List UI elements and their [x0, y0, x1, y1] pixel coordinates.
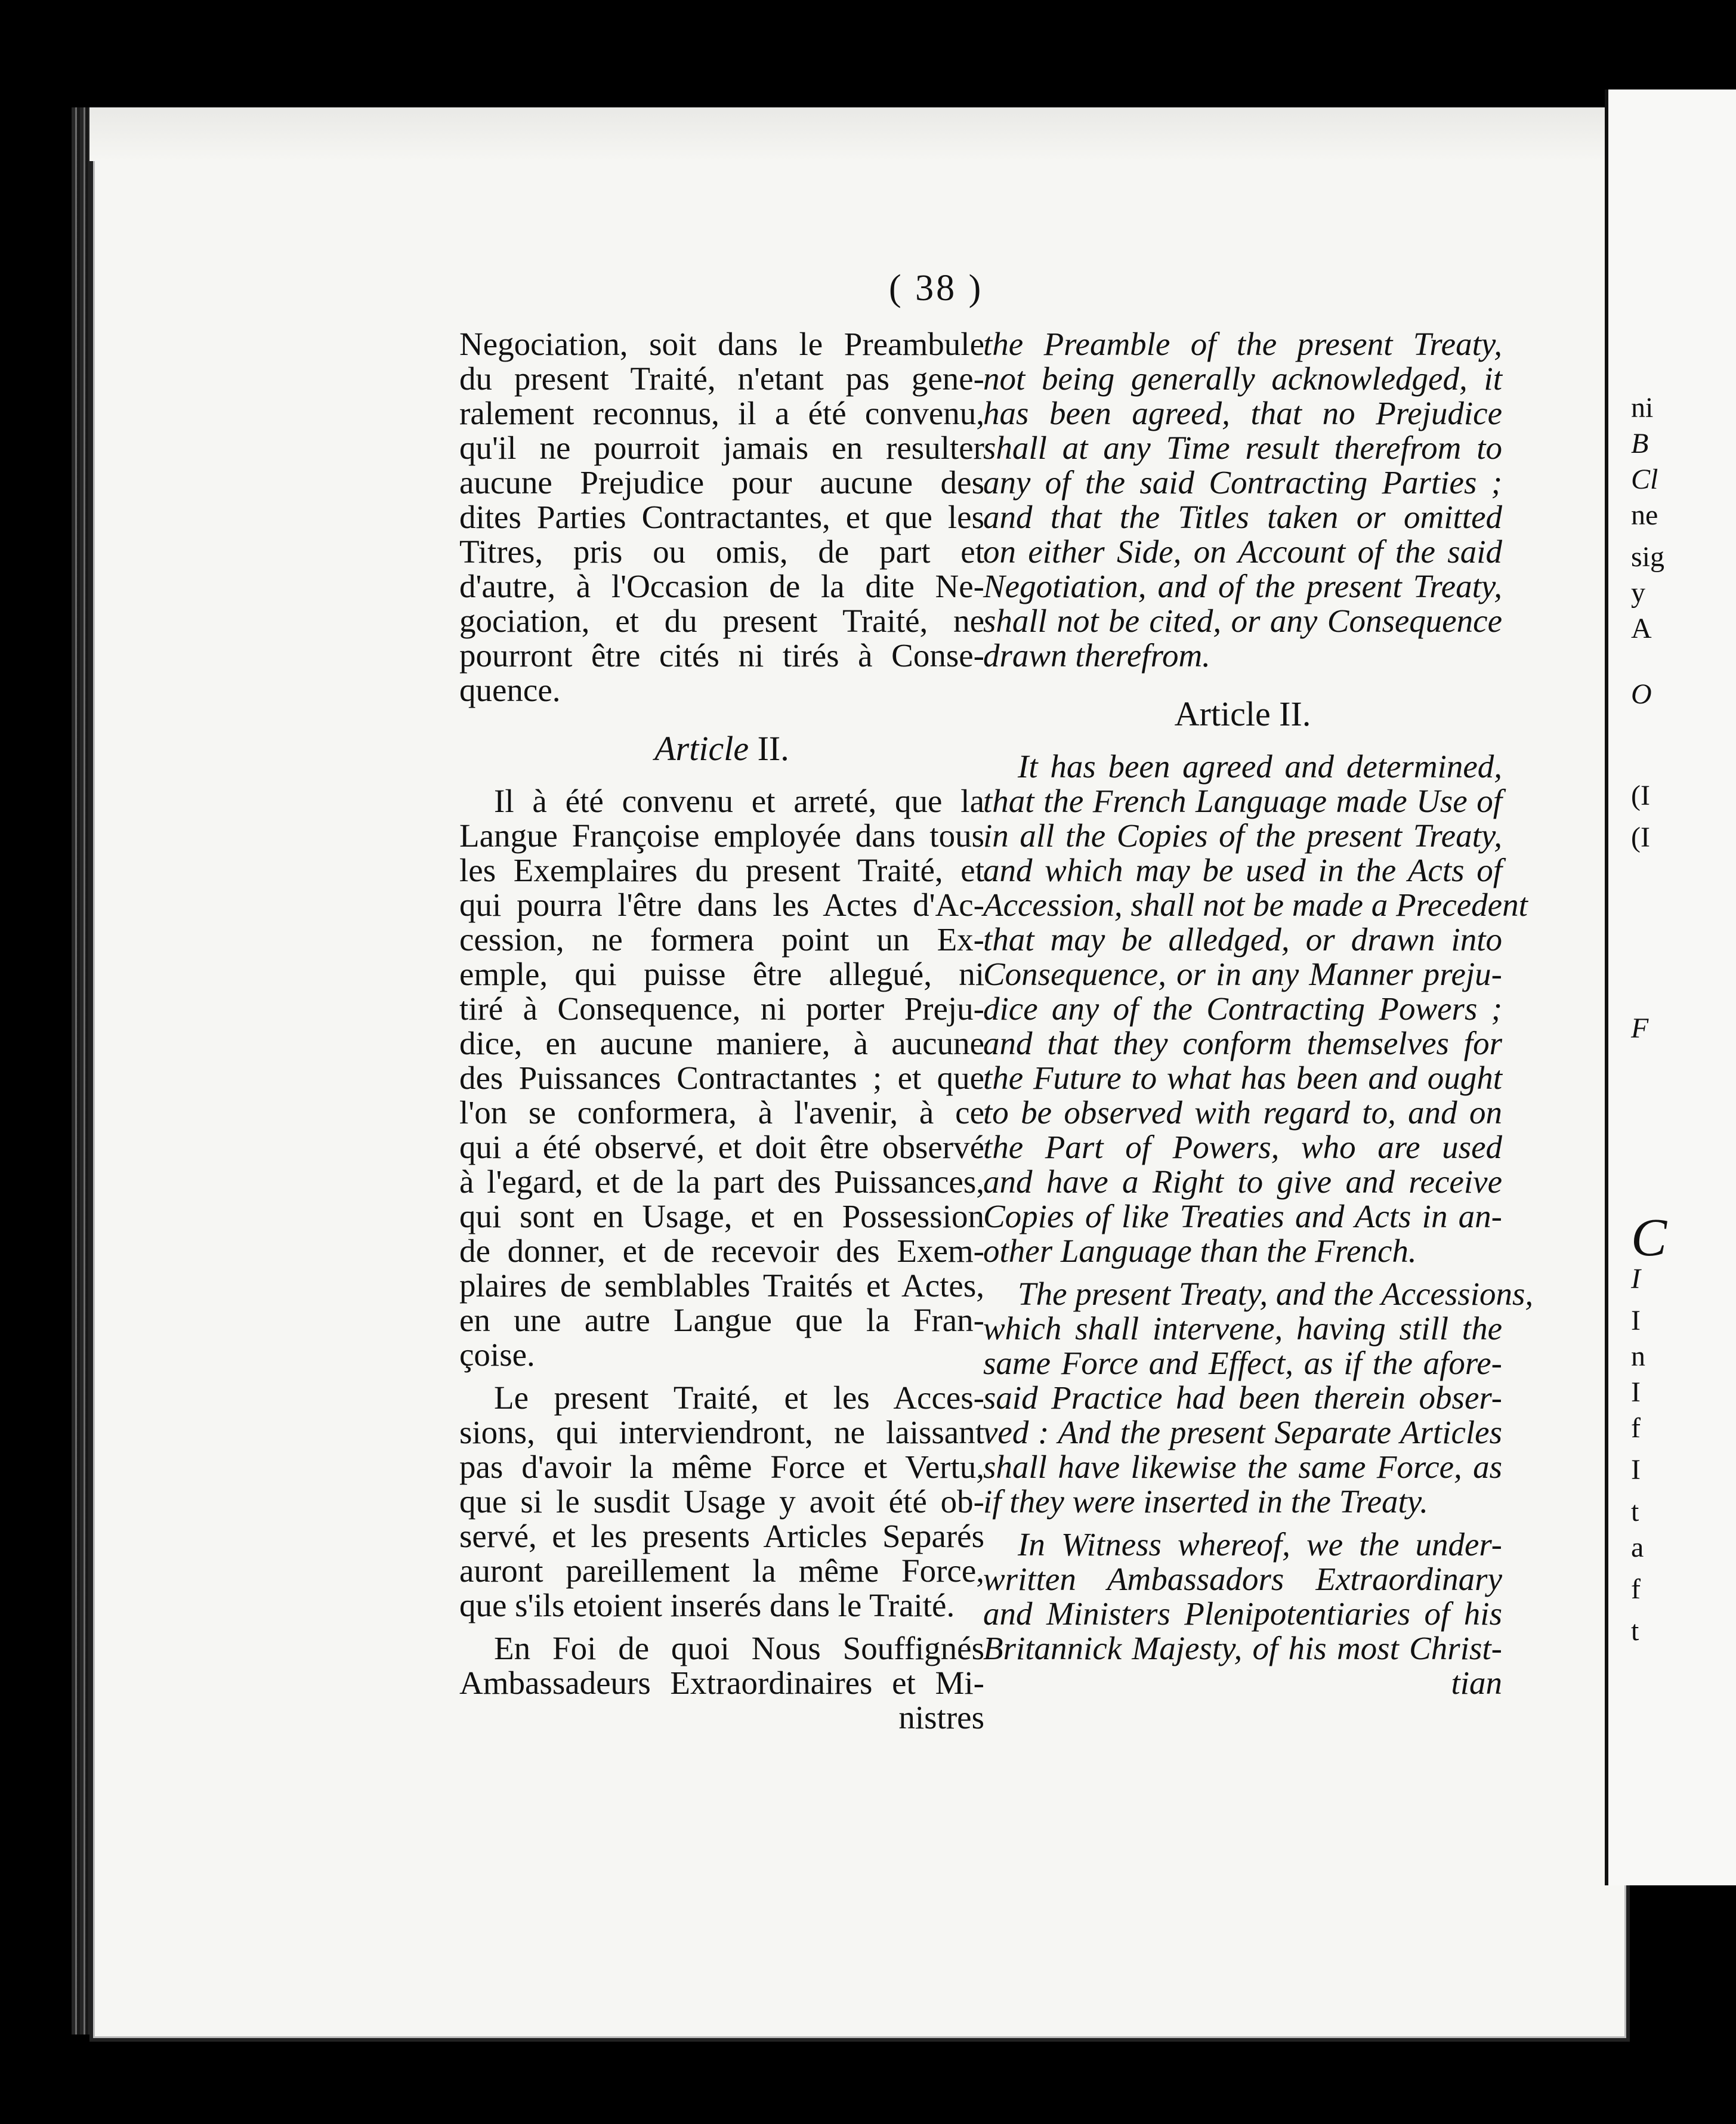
text-line: other Language than the French.	[983, 1233, 1417, 1269]
facing-page-text: ni	[1631, 392, 1654, 424]
english-paragraph-1	[983, 327, 1502, 673]
text-line: Le present Traité, et les Acces-	[494, 1379, 984, 1416]
text-line: and which may be used in the Acts of	[983, 852, 1502, 888]
text-line: plaires de semblables Traités et Actes,	[459, 1267, 984, 1304]
text-line: dice, en aucune maniere, à aucune	[459, 1025, 984, 1061]
facing-page-text: ne	[1631, 499, 1658, 531]
text-line: En Foi de quoi Nous Souffignés	[494, 1630, 984, 1666]
text-line: que si le susdit Usage y avoit été ob-	[459, 1483, 984, 1520]
text-line: qu'il ne pourroit jamais en resulter	[459, 430, 984, 466]
text-line: Consequence, or in any Manner preju-	[983, 956, 1502, 992]
text-line: Britannick Majesty, of his most Christ-	[983, 1630, 1502, 1666]
text-line: aucune Prejudice pour aucune des	[459, 464, 984, 501]
french-paragraph-4	[459, 1631, 984, 1735]
text-line: the Part of Powers, who are used	[983, 1129, 1502, 1165]
facing-page-text: I	[1631, 1454, 1641, 1486]
text-line: à l'egard, et de la part des Puissances,	[459, 1163, 984, 1200]
facing-page-text: C	[1631, 1208, 1667, 1267]
facing-page-text: I	[1631, 1305, 1641, 1336]
text-line: en une autre Langue que la Fran-	[459, 1302, 984, 1338]
text-line: shall at any Time result therefrom to	[983, 430, 1502, 466]
text-line: Accession, shall not be made a Precedent	[983, 887, 1528, 923]
english-paragraph-3	[983, 1276, 1534, 1520]
french-paragraph-2	[459, 784, 984, 1372]
text-line: that may be alledged, or drawn into	[983, 921, 1502, 958]
text-line: and that they conform themselves for	[983, 1025, 1502, 1061]
french-paragraph-3	[459, 1381, 984, 1623]
text-line: nistres	[898, 1699, 984, 1736]
facing-page-text: (I	[1631, 780, 1650, 811]
text-line: gociation, et du present Traité, ne	[459, 603, 984, 639]
text-line: sions, qui interviendront, ne laissant	[459, 1414, 984, 1450]
text-line: not being generally acknowledged, it	[983, 360, 1502, 397]
text-line: to be observed with regard to, and on	[983, 1094, 1502, 1131]
text-line: in all the Copies of the present Treaty,	[983, 817, 1502, 854]
text-line: which shall intervene, having still the	[983, 1310, 1502, 1347]
text-line: ralement reconnus, il a été convenu,	[459, 395, 984, 431]
text-line: the Preamble of the present Treaty,	[983, 326, 1502, 362]
text-line: has been agreed, that no Prejudice	[983, 395, 1502, 431]
text-line: les Exemplaires du present Traité, et	[459, 852, 984, 888]
text-line: In Witness whereof, we the under-	[1018, 1526, 1502, 1563]
text-line: The present Treaty, and the Accessions,	[1018, 1276, 1534, 1312]
text-line: Negociation, soit dans le Preambule	[459, 326, 984, 362]
text-line: and that the Titles taken or omitted	[983, 499, 1502, 535]
text-line: Negotiation, and of the present Treaty,	[983, 568, 1502, 604]
text-line: Il à été convenu et arreté, que la	[494, 783, 984, 819]
text-line: qui a été observé, et doit être observé	[459, 1129, 984, 1165]
text-line: de donner, et de recevoir des Exem-	[459, 1233, 984, 1269]
text-line: tian	[1451, 1665, 1502, 1701]
text-line: pourront être cités ni tirés à Conse-	[459, 637, 984, 674]
english-paragraph-4	[983, 1527, 1502, 1700]
text-line: qui pourra l'être dans les Actes d'Ac-	[459, 887, 984, 923]
page-number: ( 38 )	[889, 268, 984, 308]
french-column	[459, 327, 984, 1735]
text-line: same Force and Effect, as if the afore-	[983, 1345, 1502, 1381]
english-paragraph-2	[983, 748, 1528, 1269]
french-article-heading: Article II.	[654, 729, 789, 768]
facing-page-text: a	[1631, 1532, 1644, 1563]
facing-page-text: B	[1631, 428, 1649, 459]
text-line: and Ministers Plenipotentiaries of his	[983, 1595, 1502, 1632]
text-line: said Practice had been therein obser-	[983, 1379, 1502, 1416]
text-line: Ambassadeurs Extraordinaires et Mi-	[459, 1665, 984, 1701]
facing-page-text: sig	[1631, 541, 1665, 573]
facing-page-text: t	[1631, 1615, 1639, 1647]
text-line: qui sont en Usage, et en Possession	[459, 1198, 984, 1234]
text-line: It has been agreed and determined,	[1018, 748, 1502, 785]
english-column	[983, 326, 1534, 1701]
facing-page-text: F	[1631, 1012, 1649, 1044]
text-line: Titres, pris ou omis, de part et	[459, 533, 984, 570]
text-line: if they were inserted in the Treaty.	[983, 1483, 1428, 1520]
facing-page-text: f	[1631, 1412, 1641, 1444]
text-line: the Future to what has been and ought	[983, 1060, 1502, 1096]
text-line: tiré à Consequence, ni porter Preju-	[459, 990, 984, 1027]
text-line: l'on se conformera, à l'avenir, à ce	[459, 1094, 984, 1131]
text-line: du present Traité, n'etant pas gene-	[459, 360, 984, 397]
text-line: pas d'avoir la même Force et Vertu,	[459, 1449, 984, 1485]
facing-page-text: O	[1631, 678, 1652, 710]
text-line: dites Parties Contractantes, et que les	[459, 499, 984, 535]
text-line: que s'ils etoient inserés dans le Traité.	[459, 1587, 955, 1623]
text-line: on either Side, on Account of the said	[983, 533, 1502, 570]
text-line: çoise.	[459, 1336, 535, 1373]
facing-page-text: f	[1631, 1573, 1641, 1605]
text-line: quence.	[459, 672, 561, 708]
page-top-shade	[89, 107, 1623, 161]
text-line: written Ambassadors Extraordinary	[983, 1561, 1502, 1597]
facing-page-text: A	[1631, 613, 1652, 644]
facing-page-text: I	[1631, 1263, 1641, 1295]
facing-page-text: y	[1631, 577, 1645, 609]
facing-page-text: (I	[1631, 822, 1650, 853]
text-line: servé, et les presents Articles Separés	[459, 1518, 984, 1554]
facing-page-text: t	[1631, 1496, 1639, 1527]
text-line: drawn therefrom.	[983, 637, 1210, 674]
text-line: that the French Language made Use of	[983, 783, 1502, 819]
text-line: and have a Right to give and receive	[983, 1163, 1502, 1200]
text-line: Copies of like Treaties and Acts in an-	[983, 1198, 1502, 1234]
text-line: any of the said Contracting Parties ;	[983, 464, 1502, 501]
text-line: Langue Françoise employée dans tous	[459, 817, 984, 854]
facing-page-text: n	[1631, 1341, 1645, 1372]
facing-page-text: I	[1631, 1376, 1641, 1408]
text-line: shall have likewise the same Force, as	[983, 1449, 1502, 1485]
facing-page-text: Cl	[1631, 464, 1658, 495]
text-line: dice any of the Contracting Powers ;	[983, 990, 1502, 1027]
text-line: d'autre, à l'Occasion de la dite Ne-	[459, 568, 984, 604]
english-article-heading: Article II.	[1174, 694, 1311, 733]
text-line: emple, qui puisse être allegué, ni	[459, 956, 984, 992]
french-paragraph-1	[459, 327, 984, 708]
facing-page-fragment	[1605, 89, 1736, 1885]
text-line: cession, ne formera point un Ex-	[459, 921, 984, 958]
text-line: des Puissances Contractantes ; et que	[459, 1060, 984, 1096]
text-line: auront pareillement la même Force,	[459, 1552, 984, 1589]
text-line: shall not be cited, or any Consequence	[983, 603, 1502, 639]
text-line: ved : And the present Separate Articles	[983, 1414, 1502, 1450]
